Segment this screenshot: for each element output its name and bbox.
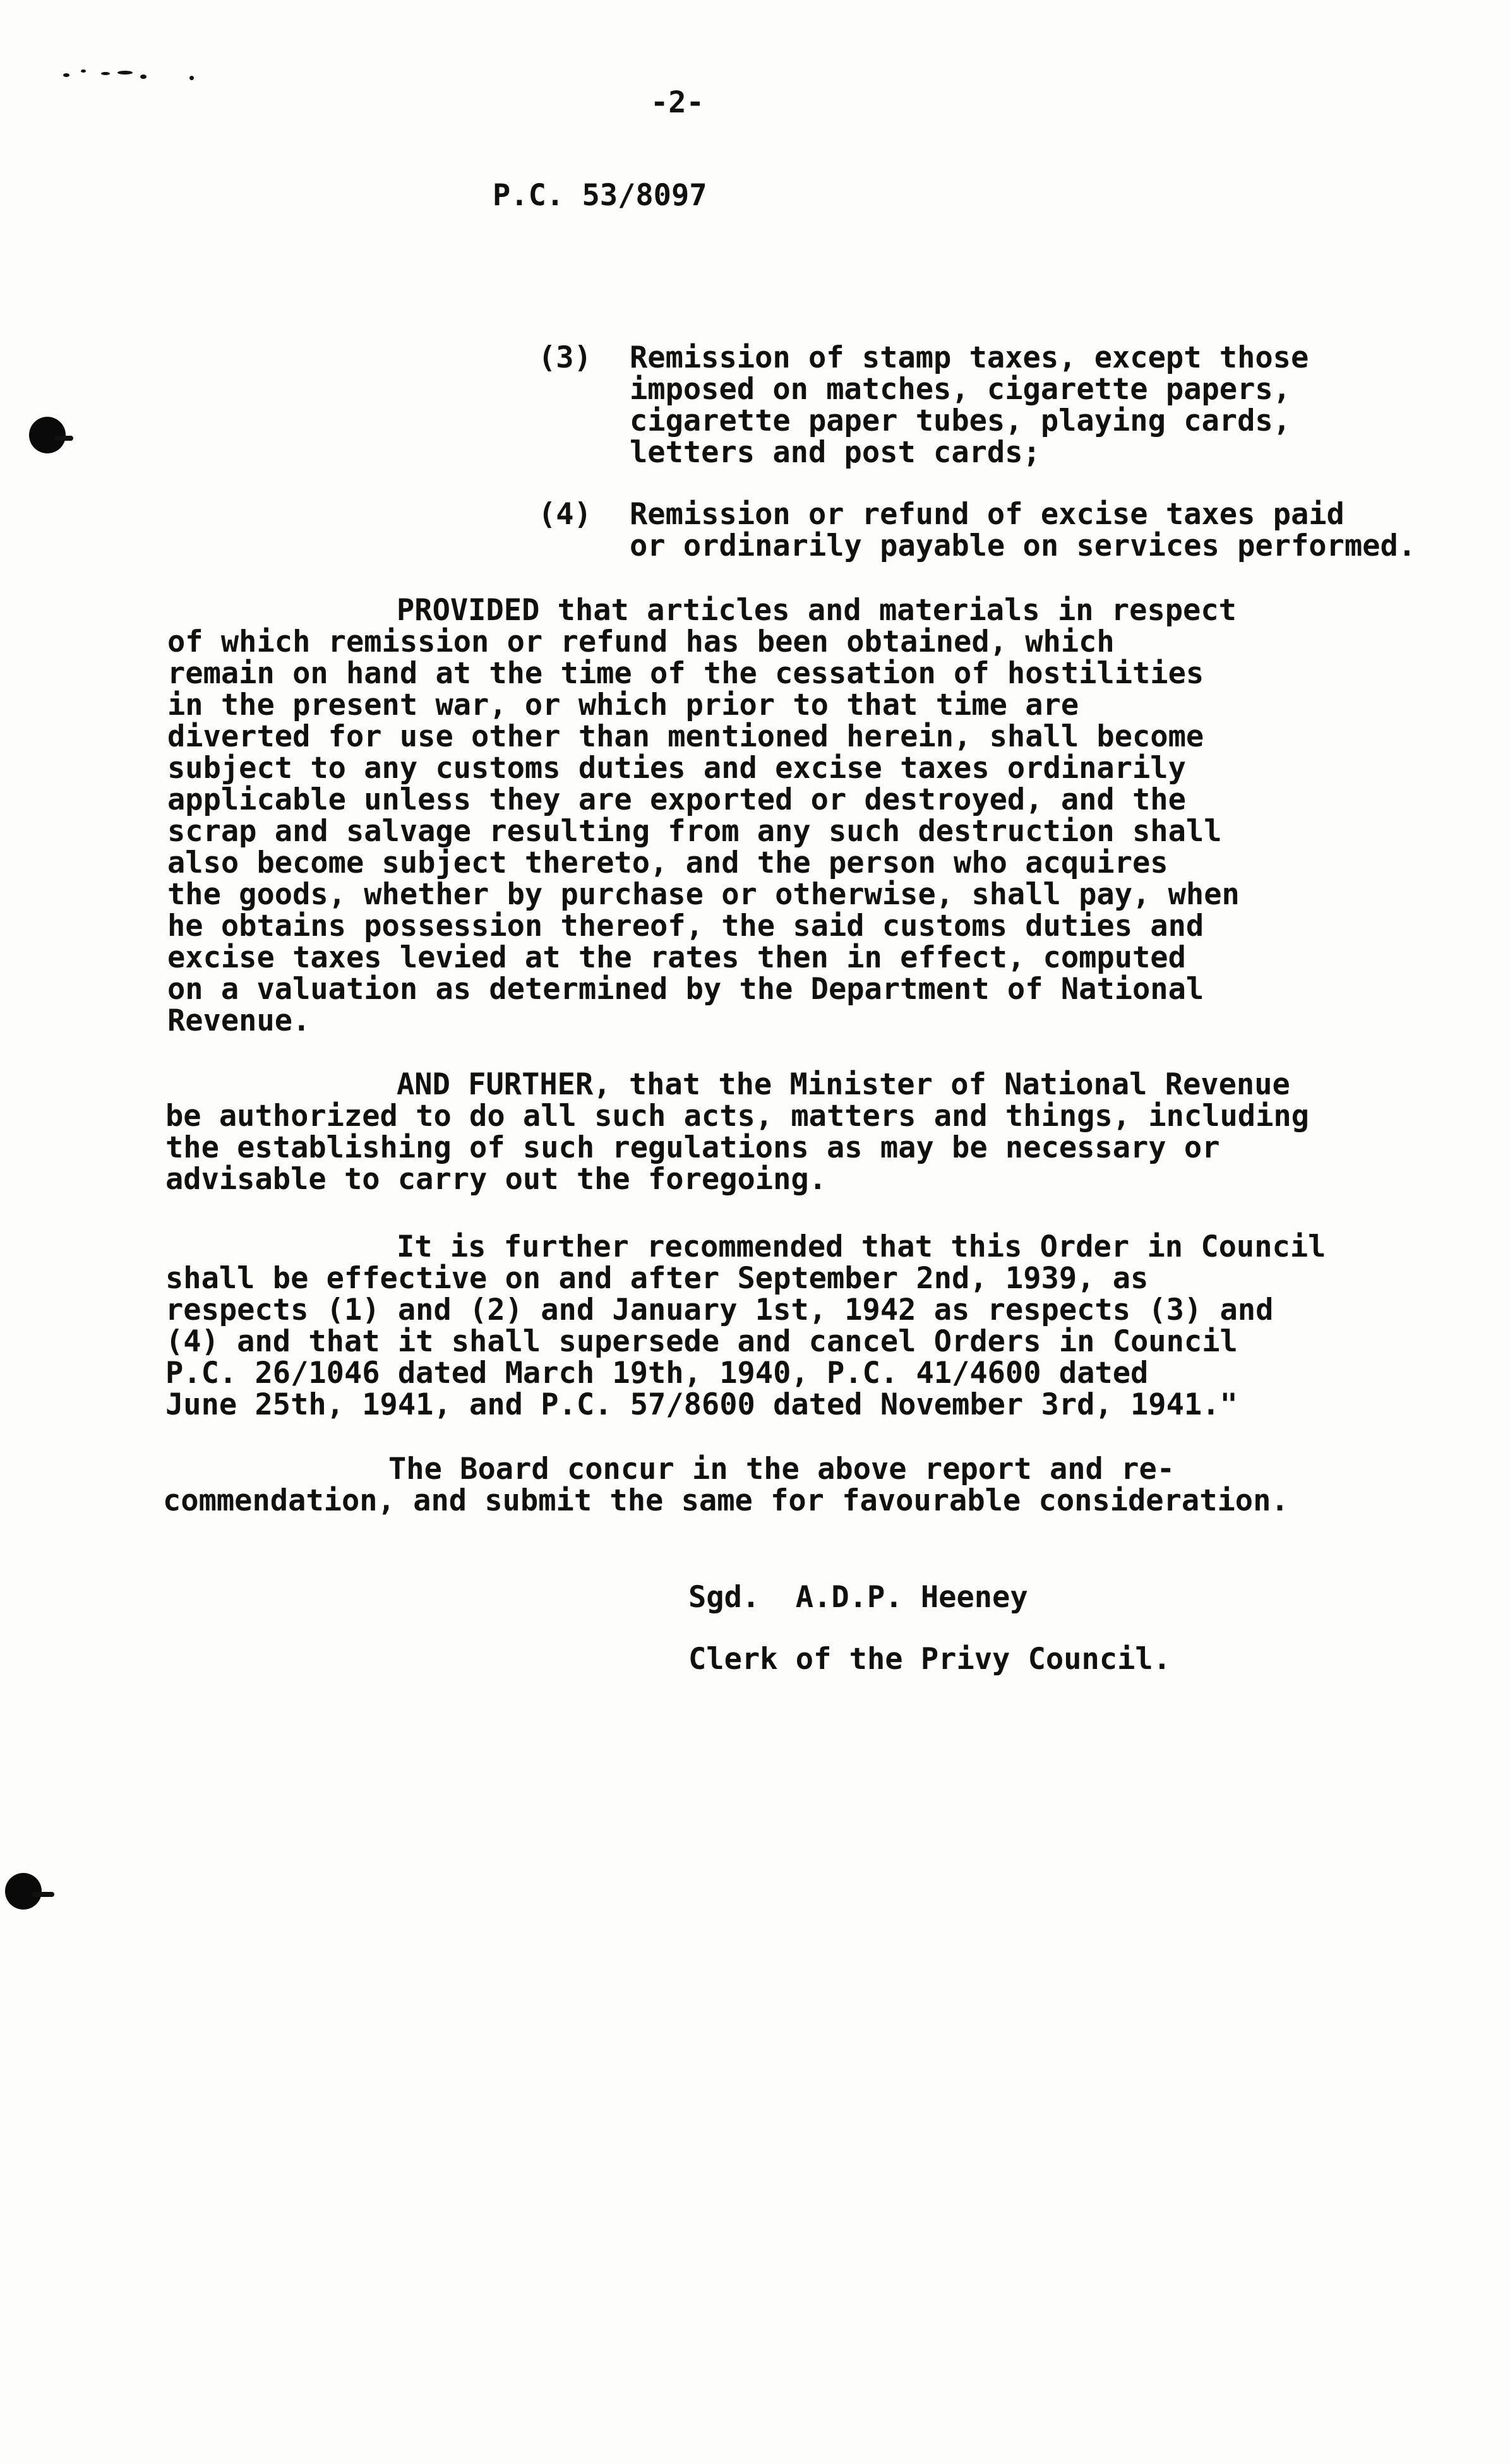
provided-line: excise taxes levied at the rates then in effect, computed: [167, 940, 1186, 975]
item-4-line: or ordinarily payable on services performed.: [630, 529, 1417, 563]
item-3-line: cigarette paper tubes, playing cards,: [630, 404, 1291, 438]
recommend-line: It is further recommended that this Order in Council: [397, 1229, 1326, 1264]
item-4-number: (4): [538, 497, 592, 532]
provided-line: diverted for use other than mentioned herein, shall become: [167, 719, 1204, 754]
further-line: advisable to carry out the foregoing.: [165, 1162, 827, 1197]
board-line: The Board concur in the above report and re-: [388, 1452, 1175, 1486]
punch-hole: [29, 417, 66, 453]
provided-line: scrap and salvage resulting from any such destruction shall: [167, 814, 1222, 849]
page-number: -2-: [650, 85, 704, 120]
stray-mark: [140, 75, 147, 79]
provided-line: in the present war, or which prior to that time are: [167, 688, 1079, 722]
signature-line: Sgd. A.D.P. Heeney: [688, 1580, 1028, 1615]
further-line: the establishing of such regulations as may be necessary or: [165, 1130, 1220, 1165]
stray-mark: [101, 72, 110, 75]
punch-hole-mark: [54, 436, 73, 441]
provided-line: he obtains possession thereof, the said customs duties and: [167, 909, 1204, 943]
order-reference: P.C. 53/8097: [493, 178, 707, 213]
punch-hole-mark: [32, 1892, 54, 1897]
provided-line: Revenue.: [167, 1003, 311, 1038]
signatory-title: Clerk of the Privy Council.: [688, 1642, 1171, 1677]
recommend-line: June 25th, 1941, and P.C. 57/8600 dated November 3rd, 1941.": [165, 1387, 1238, 1422]
provided-line: the goods, whether by purchase or otherwise, shall pay, when: [167, 877, 1240, 912]
provided-line: subject to any customs duties and excise taxes ordinarily: [167, 751, 1186, 786]
provided-line: also become subject thereto, and the person who acquires: [167, 846, 1168, 880]
stray-mark: [189, 76, 194, 80]
provided-line: applicable unless they are exported or destroyed, and the: [167, 782, 1186, 817]
stray-mark: [63, 73, 69, 77]
provided-line: on a valuation as determined by the Department of National: [167, 972, 1204, 1007]
item-3-line: letters and post cards;: [630, 435, 1041, 470]
recommend-line: (4) and that it shall supersede and cancel Orders in Council: [165, 1324, 1238, 1359]
stray-mark: [81, 69, 86, 73]
further-line: AND FURTHER, that the Minister of National Revenue: [397, 1067, 1290, 1102]
further-line: be authorized to do all such acts, matters and things, including: [165, 1099, 1309, 1133]
recommend-line: respects (1) and (2) and January 1st, 1942 as respects (3) and: [165, 1293, 1274, 1327]
provided-line: remain on hand at the time of the cessation of hostilities: [167, 656, 1204, 691]
punch-hole: [5, 1873, 42, 1910]
provided-line: PROVIDED that articles and materials in respect: [397, 593, 1237, 628]
board-line: commendation, and submit the same for favourable consideration.: [163, 1483, 1289, 1518]
item-3-line: imposed on matches, cigarette papers,: [630, 372, 1291, 407]
item-3-number: (3): [538, 340, 592, 375]
stray-mark: [117, 71, 133, 75]
item-4-line: Remission or refund of excise taxes paid: [630, 497, 1345, 532]
item-3-line: Remission of stamp taxes, except those: [630, 340, 1309, 375]
provided-line: of which remission or refund has been obtained, which: [167, 625, 1115, 659]
recommend-line: P.C. 26/1046 dated March 19th, 1940, P.C. 41/4600 dated: [165, 1356, 1149, 1390]
recommend-line: shall be effective on and after September 2nd, 1939, as: [165, 1261, 1149, 1296]
